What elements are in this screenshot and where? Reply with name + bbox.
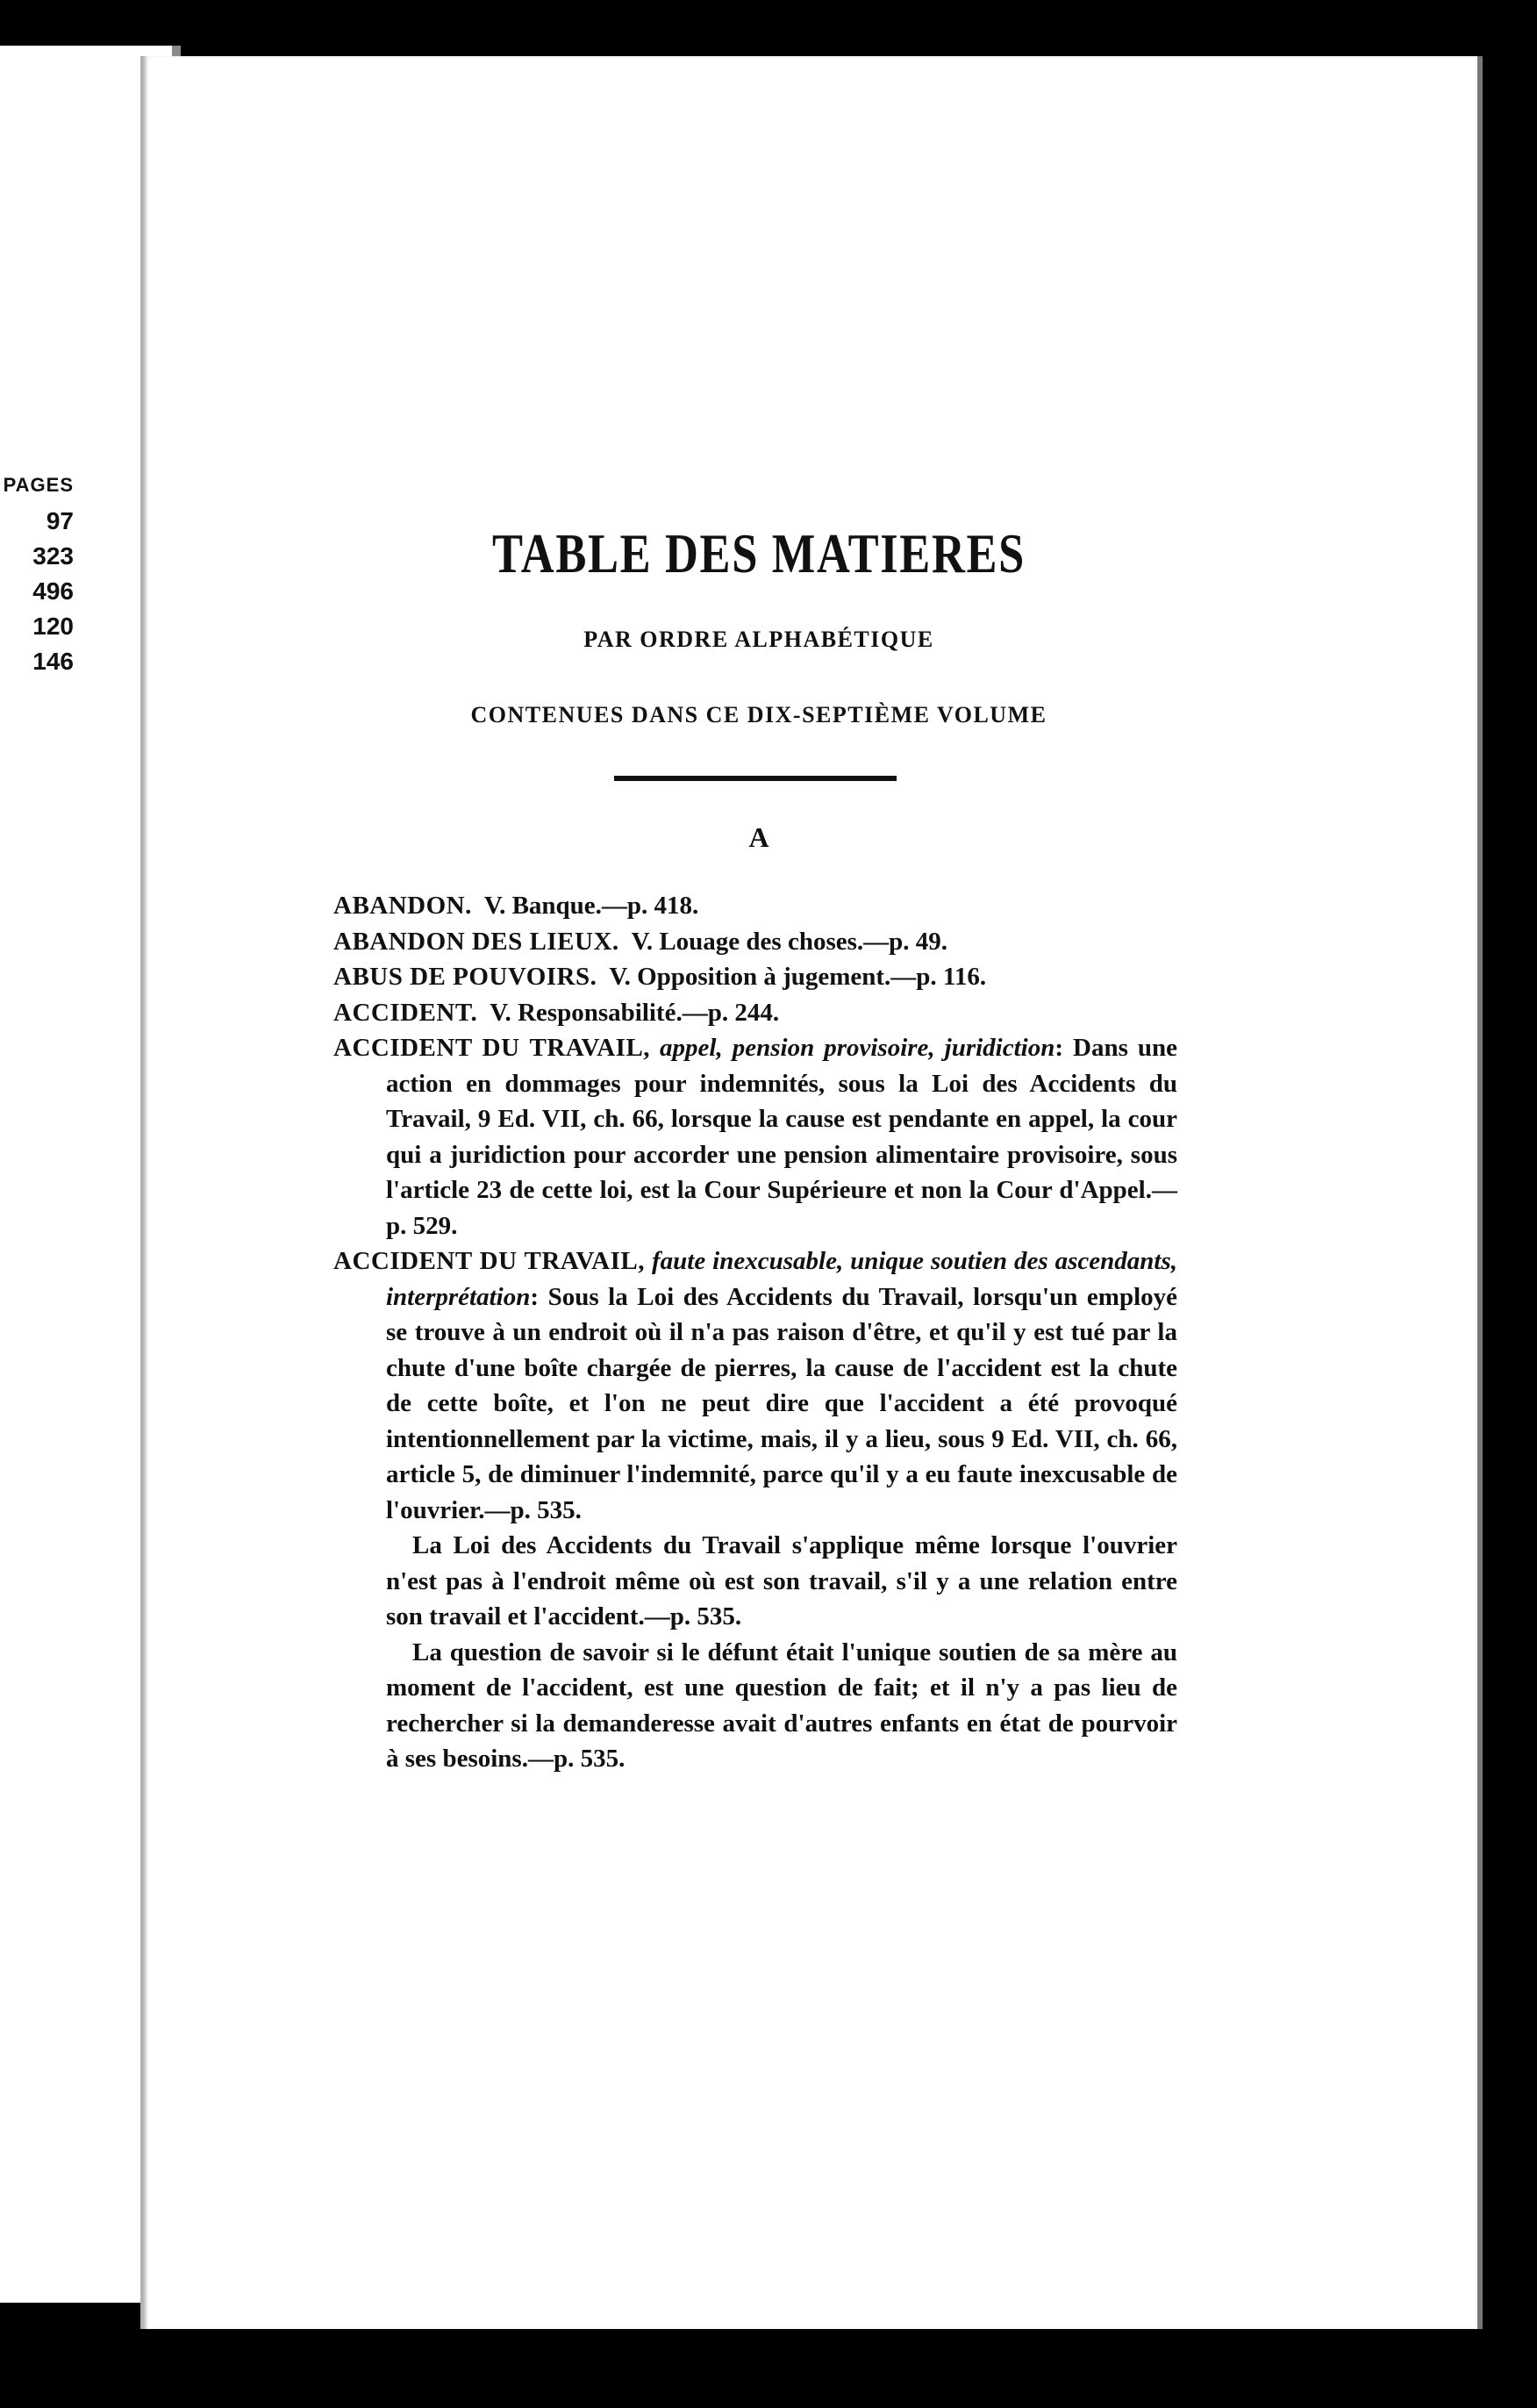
entry-head: ACCIDENT DU TRAVAIL, — [333, 1247, 645, 1275]
entry-head: ABUS DE POUVOIRS. — [333, 963, 597, 991]
entry-text: : Sous la Loi des Accidents du Travail, lorsqu'un employé se trouve à un endroit où il n'a pas raison d'être, et qu'il y est tué par la chute d'une boîte chargée de pierres, la cause de l'accident est la chute de cette boîte, et l'on ne peut dire que l'accident a été provoqué intentionnellement par la victime, mais, il y a lieu, sous 9 Ed. VII, ch. 66, article 5, de diminuer l'indemnité, parce qu'il y a eu faute inexcusable de l'ouvrier.—p. 535. — [386, 1282, 1177, 1524]
index-entry — [333, 924, 1177, 960]
entry-text: V. Opposition à jugement.—p. 116. — [609, 963, 987, 991]
index-entry — [333, 995, 1177, 1031]
pages-heading: PAGES — [3, 474, 74, 496]
subtitle-volume: CONTENUES DANS CE DIX-SEPTIÈME VOLUME — [470, 702, 1047, 727]
entry-keywords: faute inexcusable, unique soutien des ascendants, interprétation — [386, 1247, 1177, 1311]
subtitle-order: PAR ORDRE ALPHABÉTIQUE — [583, 627, 934, 652]
entry-text: V. Responsabilité.—p. 244. — [490, 998, 780, 1027]
index-entries — [333, 888, 1177, 1777]
index-entry — [333, 1243, 1177, 1528]
index-entry — [333, 959, 1177, 995]
section-letter: A — [748, 821, 769, 853]
title-rule — [614, 776, 897, 781]
page-number: 496 — [32, 577, 74, 605]
page-number: 97 — [46, 507, 74, 534]
index-entry — [333, 1030, 1177, 1243]
entry-text: V. Banque.—p. 418. — [483, 892, 699, 920]
entry-text: : Dans une action en dommages pour indemnités, sous la Loi des Accidents du Travail, 9 Ed. VII, ch. 66, lorsque la cause est pendante en appel, la cour qui a juridiction pour accorder une pension alimentaire provisoire, sous l'article 23 de cette loi, est la Cour Supérieure et non la Cour d'Appel.—p. 529. — [386, 1034, 1177, 1240]
page-number: 120 — [32, 613, 74, 640]
entry-text: V. Louage des choses.—p. 49. — [631, 927, 948, 956]
index-entry — [333, 888, 1177, 924]
entry-head: ABANDON DES LIEUX. — [333, 927, 619, 956]
page-number: 146 — [32, 648, 74, 675]
entry-head: ACCIDENT DU TRAVAIL, — [333, 1034, 651, 1062]
entry-paragraph: La Loi des Accidents du Travail s'applique même lorsque l'ouvrier n'est pas à l'endroit même où est son travail, s'il y a une relation entre son travail et l'accident.—p. 535. — [386, 1531, 1177, 1630]
entry-head: ACCIDENT. — [333, 998, 478, 1027]
entry-head: ABANDON. — [333, 892, 472, 920]
entry-keywords: appel, pension provisoire, juridiction — [660, 1034, 1055, 1062]
page-title: TABLE DES MATIERES — [492, 522, 1026, 584]
page-number: 323 — [32, 542, 74, 570]
entry-paragraph: La question de savoir si le défunt était l'unique soutien de sa mère au moment de l'accident, est une question de fait; et il n'y a pas lieu de rechercher si la demanderesse avait d'autres enfants en état de pourvoir à ses besoins.—p. 535. — [386, 1638, 1177, 1773]
